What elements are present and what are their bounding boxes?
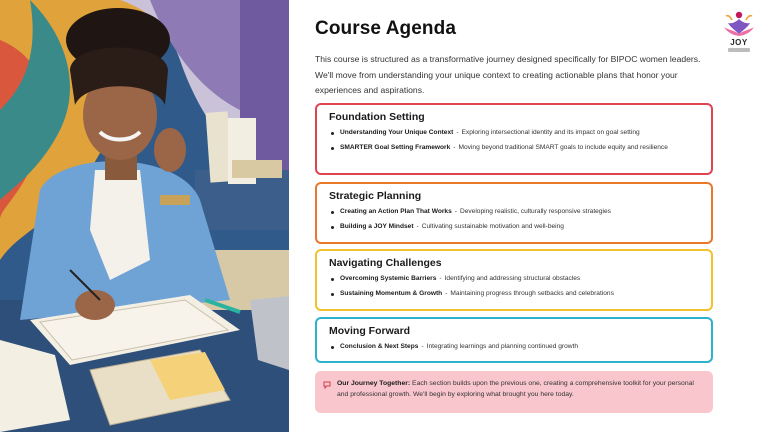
item-description: Developing realistic, culturally responsive strategies (459, 208, 611, 215)
item-title: Conclusion & Next Steps (340, 343, 419, 350)
list-item (329, 128, 701, 138)
page-title: Course Agenda (315, 18, 457, 39)
section-card-foundation (315, 103, 713, 175)
item-description: Integrating learnings and planning continued growth (426, 343, 579, 350)
section-title: Foundation Setting (329, 111, 425, 123)
bullet-icon (331, 211, 334, 214)
journey-body: Each section builds upon the previous one, creating a comprehensive toolkit for your personal and professional growth. We'll begin by exploring what brought you here today. (337, 380, 694, 398)
item-separator: - (421, 343, 424, 350)
journey-label: Our Journey Together: (337, 380, 411, 387)
hero-illustration (0, 0, 289, 432)
item-separator: - (456, 129, 459, 136)
bullet-icon (331, 293, 334, 296)
logo-text: JOY (730, 38, 748, 47)
list-item (329, 274, 701, 284)
item-title: Understanding Your Unique Context (340, 129, 454, 136)
bullet-icon (331, 147, 334, 150)
list-item (329, 207, 701, 217)
item-description: Exploring intersectional identity and its impact on goal setting (461, 129, 640, 136)
section-card-strategic (315, 182, 713, 244)
section-card-challenges (315, 249, 713, 311)
item-title: Overcoming Systemic Barriers (340, 275, 437, 282)
item-description: Identifying and addressing structural obstacles (444, 275, 581, 282)
item-title: Building a JOY Mindset (340, 223, 414, 230)
item-title: Creating an Action Plan That Works (340, 208, 452, 215)
list-item (329, 143, 701, 153)
item-separator: - (453, 144, 456, 151)
bullet-icon (331, 132, 334, 135)
journey-text (337, 378, 703, 400)
main-content (315, 16, 713, 99)
section-title: Navigating Challenges (329, 257, 442, 269)
item-description: Maintaining progress through setbacks and celebrations (450, 290, 614, 297)
item-description: Cultivating sustainable motivation and well-being (421, 223, 564, 230)
item-separator: - (439, 275, 442, 282)
item-description: Moving beyond traditional SMART goals to include equity and resilience (458, 144, 668, 151)
section-title: Moving Forward (329, 325, 411, 337)
intro-paragraph: This course is structured as a transformative journey designed specifically for BIPOC women leaders. We'll move from understanding your unique context to creating actionable plans that honor your experiences and aspirations. (315, 54, 701, 95)
journey-callout (315, 371, 713, 413)
lotus-person-icon (722, 10, 756, 38)
item-title: Sustaining Momentum & Growth (340, 290, 443, 297)
section-card-moving-forward (315, 317, 713, 363)
list-item (329, 289, 701, 299)
bullet-icon (331, 226, 334, 229)
bullet-icon (331, 278, 334, 281)
chat-bubble-icon (323, 381, 331, 389)
logo-underline (728, 48, 750, 52)
item-separator: - (454, 208, 457, 215)
joy-logo (722, 10, 756, 52)
item-title: SMARTER Goal Setting Framework (340, 144, 451, 151)
bullet-icon (331, 346, 334, 349)
section-title: Strategic Planning (329, 190, 422, 202)
list-item (329, 222, 701, 232)
list-item (329, 342, 701, 352)
item-separator: - (416, 223, 419, 230)
item-separator: - (445, 290, 448, 297)
